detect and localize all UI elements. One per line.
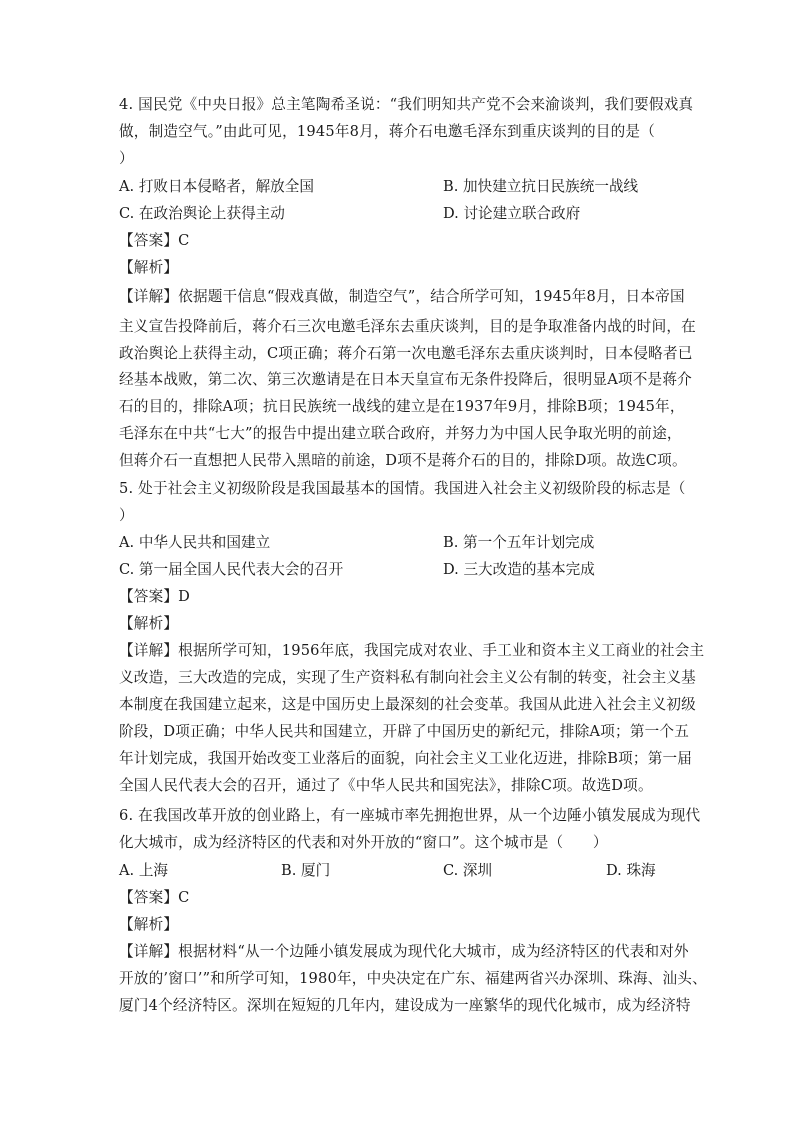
q4-option-d: D. 讨论建立联合政府 (443, 205, 581, 222)
q5-detail-line-5: 年计划完成，我国开始改变工业落后的面貌，向社会主义工业化迈进，排除B项；第一届 (119, 750, 693, 767)
q6-analysis-label: 【解析】 (119, 916, 179, 933)
q6-option-c: C. 深圳 (443, 862, 493, 879)
q6-option-a: A. 上海 (119, 862, 169, 879)
q4-detail-line-7: 但蒋介石一直想把人民带入黑暗的前途，D项不是蒋介石的目的，排除D项。故选C项。 (119, 452, 687, 469)
q6-option-b: B. 厦门 (281, 862, 331, 879)
q4-option-b: B. 加快建立抗日民族统一战线 (443, 178, 639, 195)
q4-detail-line-2: 主义宣告投降前后，蒋介石三次电邀毛泽东去重庆谈判，目的是争取准备内战的时间，在 (119, 318, 696, 335)
q6-option-d: D. 珠海 (606, 862, 656, 879)
q4-answer: 【答案】C (119, 232, 190, 249)
q4-detail-line-5: 石的目的，排除A项；抗日民族统一战线的建立是在1937年9月，排除B项；1945年， (119, 398, 685, 415)
q6-answer: 【答案】C (119, 889, 190, 906)
q6-detail-line-3: 厦门4个经济特区。深圳在短短的几年内，建设成为一座繁华的现代化城市，成为经济特 (119, 997, 691, 1014)
q4-detail-line-1: 【详解】依据题干信息“假戏真做，制造空气”，结合所学可知，1945年8月，日本帝国 (119, 288, 685, 305)
q5-analysis-label: 【解析】 (119, 615, 179, 632)
q4-option-c: C. 在政治舆论上获得主动 (119, 205, 285, 222)
q5-detail-line-6: 全国人民代表大会的召开，通过了《中华人民共和国宪法》，排除C项。故选D项。 (119, 777, 653, 794)
q5-option-a: A. 中华人民共和国建立 (119, 534, 271, 551)
q4-stem-line-3: ） (119, 150, 134, 167)
q6-stem-line-2: 化大城市，成为经济特区的代表和对外开放的“窗口”。这个城市是（ ） (119, 834, 608, 851)
q6-detail-line-2: 开放的’窗口’”和所学可知，1980年，中央决定在广东、福建两省兴办深圳、珠海、汕头、 (119, 970, 707, 987)
q5-answer: 【答案】D (119, 588, 191, 605)
q4-detail-line-3: 政治舆论上获得主动，C项正确；蒋介石第一次电邀毛泽东去重庆谈判时，日本侵略者已 (119, 345, 693, 362)
q5-option-d: D. 三大改造的基本完成 (443, 561, 595, 578)
q5-stem-line-1: 5. 处于社会主义初级阶段是我国最基本的国情。我国进入社会主义初级阶段的标志是（ (119, 480, 686, 497)
q5-detail-line-3: 本制度在我国建立起来，这是中国历史上最深刻的社会变革。我国从此进入社会主义初级 (119, 696, 696, 713)
q5-detail-line-4: 阶段，D项正确；中华人民共和国建立，开辟了中国历史的新纪元，排除A项；第一个五 (119, 723, 690, 740)
q4-analysis-label: 【解析】 (119, 259, 179, 276)
q5-detail-line-2: 义改造，三大改造的完成，实现了生产资料私有制向社会主义公有制的转变，社会主义基 (119, 669, 696, 686)
q4-stem-line-1: 4. 国民党《中央日报》总主笔陶希圣说：“我们明知共产党不会来渝谈判，我们要假戏真 (119, 96, 694, 113)
q4-stem-line-2: 做，制造空气。”由此可见，1945年8月，蒋介石电邀毛泽东到重庆谈判的目的是（ (119, 123, 655, 140)
q4-detail-line-4: 经基本战败，第二次、第三次邀请是在日本天皇宣布无条件投降后，很明显A项不是蒋介 (119, 371, 692, 388)
q6-detail-line-1: 【详解】根据材料“从一个边陲小镇发展成为现代化大城市，成为经济特区的代表和对外 (119, 943, 689, 960)
q4-detail-line-6: 毛泽东在中共“七大”的报告中提出建立联合政府，并努力为中国人民争取光明的前途， (119, 425, 682, 442)
q5-detail-line-1: 【详解】根据所学可知，1956年底，我国完成对农业、手工业和资本主义工商业的社会主 (119, 642, 705, 659)
q5-option-b: B. 第一个五年计划完成 (443, 534, 595, 551)
q4-option-a: A. 打败日本侵略者，解放全国 (119, 178, 314, 195)
q5-stem-line-2: ） (119, 507, 134, 524)
q5-option-c: C. 第一届全国人民代表大会的召开 (119, 561, 344, 578)
q6-stem-line-1: 6. 在我国改革开放的创业路上，有一座城市率先拥抱世界，从一个边陲小镇发展成为现代 (119, 807, 701, 824)
